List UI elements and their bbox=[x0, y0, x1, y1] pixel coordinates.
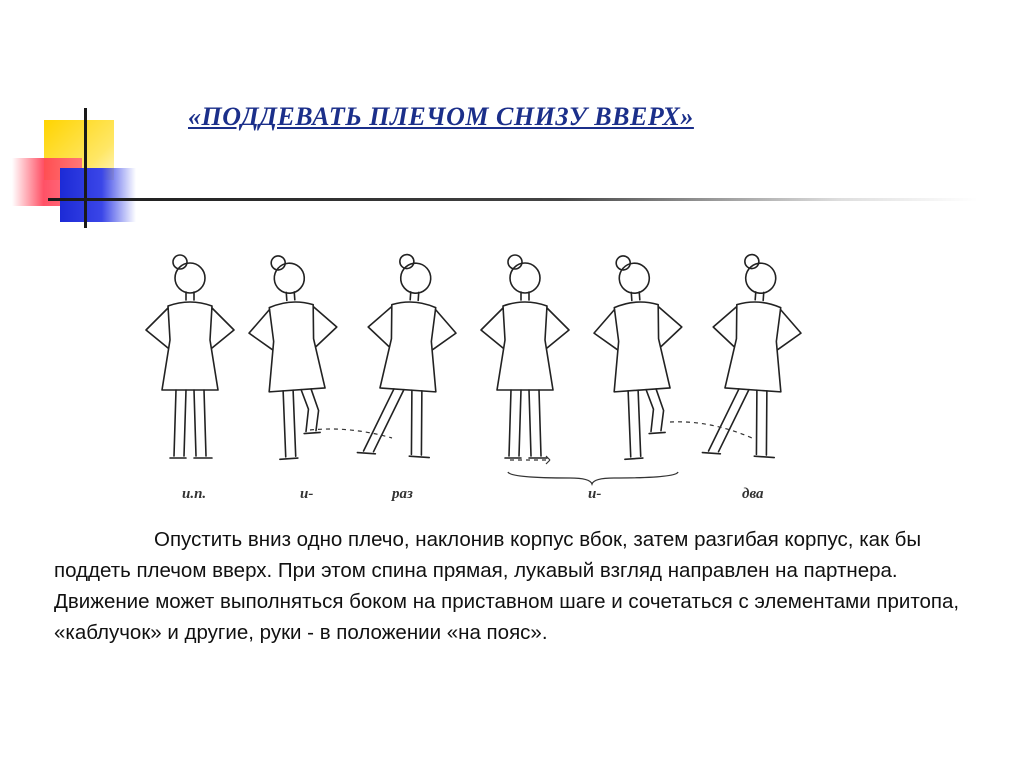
dancer-figure bbox=[702, 252, 806, 459]
dancer-figure bbox=[244, 252, 346, 461]
figure-label: и.п. bbox=[182, 486, 207, 502]
figure-label: и- bbox=[588, 486, 602, 502]
movement-path-left bbox=[310, 429, 392, 438]
arrow-mid bbox=[546, 456, 550, 464]
figure-label: и- bbox=[300, 486, 314, 502]
figure-label: два bbox=[742, 486, 764, 502]
decor-horizontal-line bbox=[48, 198, 978, 201]
dancer-figure bbox=[146, 255, 234, 458]
decor-blue-square bbox=[60, 168, 136, 222]
dancer-figure bbox=[481, 255, 569, 458]
dance-figures-illustration bbox=[130, 240, 850, 510]
decor-vertical-line bbox=[84, 108, 87, 228]
brace bbox=[508, 472, 678, 484]
figure-label: раз bbox=[392, 486, 413, 502]
movement-path-right bbox=[670, 422, 752, 438]
slide-title: «ПОДДЕВАТЬ ПЛЕЧОМ СНИЗУ ВВЕРХ» bbox=[188, 102, 694, 131]
dancer-figure bbox=[589, 252, 691, 461]
description-paragraph bbox=[54, 524, 974, 648]
description-text: Опустить вниз одно плечо, наклонив корпус вбок, затем разгибая корпус, как бы поддеть плечом вверх. При этом спина прямая, лукавый взгляд направлен на партнера. Движение может выполняться боком на приставном шаге и сочетаться с элементами притопа, «каблучок» и другие, руки - в положении «на пояс». bbox=[54, 528, 960, 644]
dancer-figure bbox=[357, 252, 461, 459]
